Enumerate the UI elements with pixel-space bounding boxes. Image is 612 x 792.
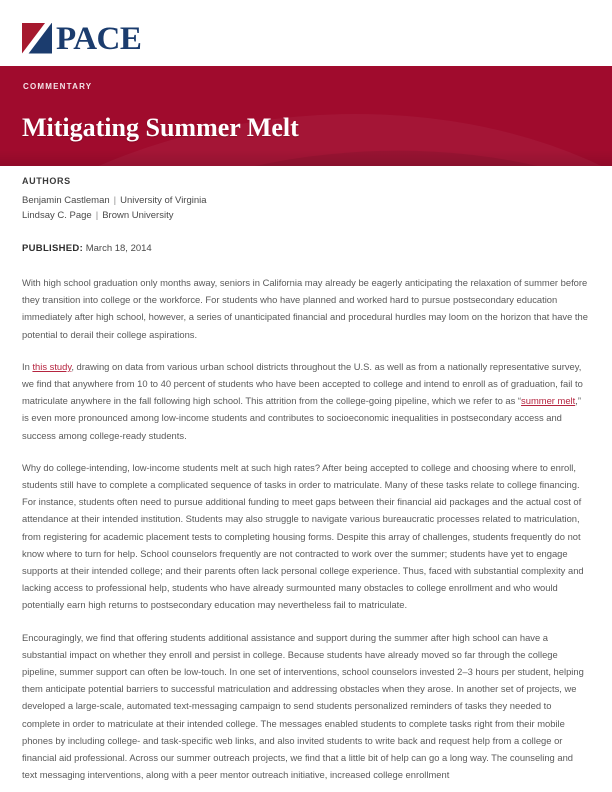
author-separator: | [113,195,117,206]
document-content [22,176,590,783]
published-label: PUBLISHED: [22,243,84,254]
published-date: March 18, 2014 [85,243,152,254]
authors-block [22,176,590,223]
header-band [0,66,612,166]
page-title: Mitigating Summer Melt [22,113,299,143]
authors-label: AUTHORS [22,176,71,186]
pace-diagonal-square-icon [22,23,52,54]
paragraph-2 [22,358,590,444]
author-name: Benjamin Castleman [22,195,110,206]
paragraph-3: Why do college-intending, low-income students melt at such high rates? After being accepted to college and choosing where to enroll, students still have to complete a complicated sequence of tasks in order to matriculate. Many of these tasks relate to college financing. For instance, students often need to pursue additional funding to meet gaps between their financial aid packages and the actual cost of attendance at their intended institution. Students may also struggle to navigate various bureaucratic processes related to matriculation, from registering for academic placement tests to completing housing forms. Despite this array of challenges, students frequently do not know where to turn for help. School counselors frequently are not contracted to work over the summer; students have yet to engage supports at their intended college; and their parents often lack personal college experience. Thus, faced with substantial complexity and lacking access to professional help, students who have already surmounted many obstacles to college enrollment and who would potentially earn high returns to postsecondary education may nevertheless fail to matriculate. [22,461,584,611]
logo-area [0,0,612,66]
header-bottom-shade [0,150,612,166]
paragraph-2-text-a: In [22,360,33,372]
pace-logo[interactable] [22,21,141,55]
paragraph-1: With high school graduation only months away, seniors in California may already be eagerly anticipating the relaxation of summer before they transition into college or the workforce. For students who have planned and worked hard to pursue postsecondary education immediately after high school, however, a series of unanticipated financial and procedural hurdles may loom on the horizon that have the potential to derail their college aspirations. [22,277,588,340]
summer-melt-link[interactable]: summer melt [521,395,576,407]
author-affiliation: University of Virginia [120,195,207,206]
document-category-label: COMMENTARY [23,82,93,91]
author-row [22,193,590,208]
article-body [22,274,590,783]
paragraph-4: Encouragingly, we find that offering students additional assistance and support during the summer after high school can have a substantial impact on whether they enroll and persist in college. Because students have already moved so far through the college pipeline, summer support can often be low-touch. In one set of interventions, school counselors invested 2–3 hours per student, helping them anticipate potential barriers to successful matriculation and addressing obstacles when they arose. In another set of projects, we developed a large-scale, automated text-messaging campaign to send students personalized reminders of tasks they needed to complete in order to matriculate at their intended college. The messages enabled students to complete tasks right from their mobile phones by including college- and task-specific web links, and also invited students to write back and request help from a college or financial aid professional. Across our summer outreach projects, we find that a little bit of help can go a long way. The counseling and text messaging interventions, along with a peer mentor outreach initiative, increased college enrollment [22,631,584,781]
author-separator: | [95,210,99,221]
author-row [22,208,590,223]
published-line [22,241,590,256]
this-study-link[interactable]: this study [32,360,72,372]
author-affiliation: Brown University [102,210,174,221]
logo-wordmark: PACE [56,20,142,57]
paragraph-2-text-b: , drawing on data from various urban school districts throughout the U.S. as well as from a nationally representative survey, we find that anywhere from 10 to 40 percent of students who have been accepted to college and intend to enroll as of graduation, fail to matriculate anywhere in the fall following high school. This attrition from the college-going pipeline, which we refer to as “ [22,360,583,407]
author-name: Lindsay C. Page [22,210,92,221]
paragraph-2-text-c: ,” is even more pronounced among low-income students and contributes to socioeconomic inequalities in postsecondary access and success among college-ready students. [22,395,581,441]
